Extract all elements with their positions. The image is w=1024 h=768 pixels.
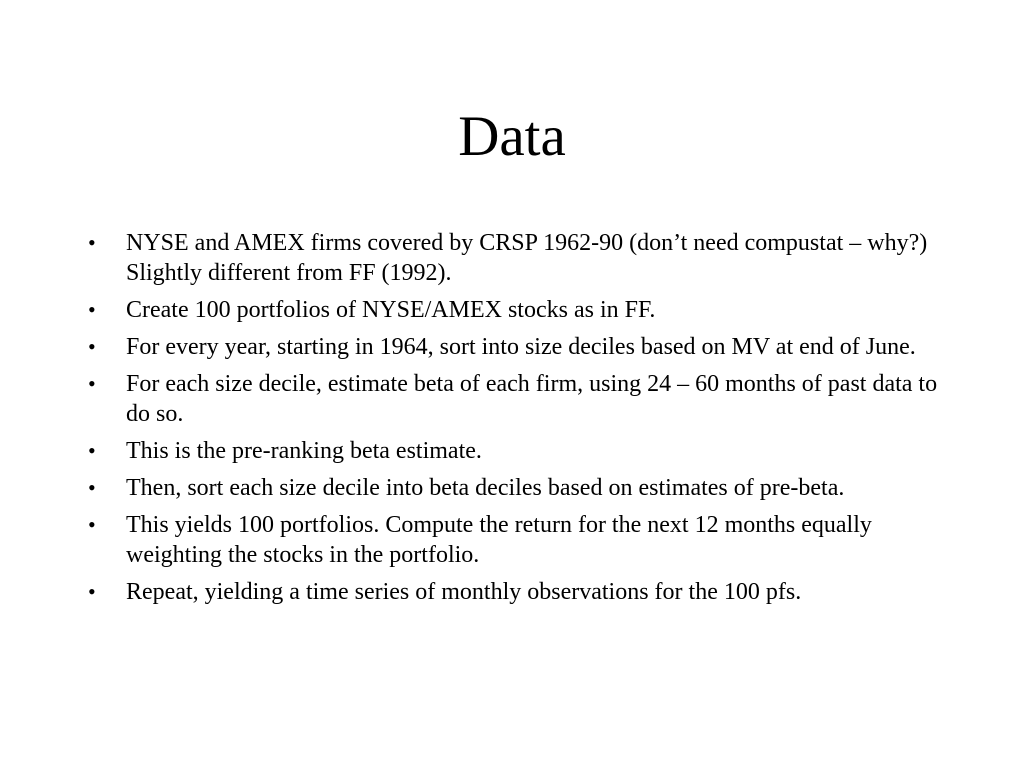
bullet-marker: • (88, 230, 96, 255)
bullet-marker: • (88, 579, 96, 604)
bullet-item (86, 295, 946, 325)
bullet-list (86, 228, 946, 614)
bullet-marker: • (88, 438, 96, 463)
bullet-text: Create 100 portfolios of NYSE/AMEX stocks as in FF. (126, 297, 656, 323)
bullet-item (86, 510, 946, 570)
bullet-text: Then, sort each size decile into beta deciles based on estimates of pre-beta. (126, 475, 845, 501)
bullet-text: This is the pre-ranking beta estimate. (126, 438, 482, 464)
bullet-text: This yields 100 portfolios. Compute the return for the next 12 months equally weighting the stocks in the portfolio. (126, 512, 872, 568)
bullet-marker: • (88, 512, 96, 537)
bullet-item (86, 332, 946, 362)
bullet-item (86, 369, 946, 429)
bullet-item (86, 228, 946, 288)
bullet-item (86, 577, 946, 607)
bullet-marker: • (88, 475, 96, 500)
bullet-text: For each size decile, estimate beta of each firm, using 24 – 60 months of past data to do so. (126, 371, 938, 427)
bullet-text: For every year, starting in 1964, sort into size deciles based on MV at end of June. (126, 334, 916, 360)
bullet-text: NYSE and AMEX firms covered by CRSP 1962-90 (don’t need compustat – why?) Slightly different from FF (1992). (126, 230, 928, 286)
bullet-item (86, 436, 946, 466)
bullet-text: Repeat, yielding a time series of monthly observations for the 100 pfs. (126, 579, 802, 605)
bullet-marker: • (88, 334, 96, 359)
bullet-item (86, 473, 946, 503)
bullet-marker: • (88, 297, 96, 322)
bullet-marker: • (88, 371, 96, 396)
slide-title: Data (458, 105, 566, 168)
